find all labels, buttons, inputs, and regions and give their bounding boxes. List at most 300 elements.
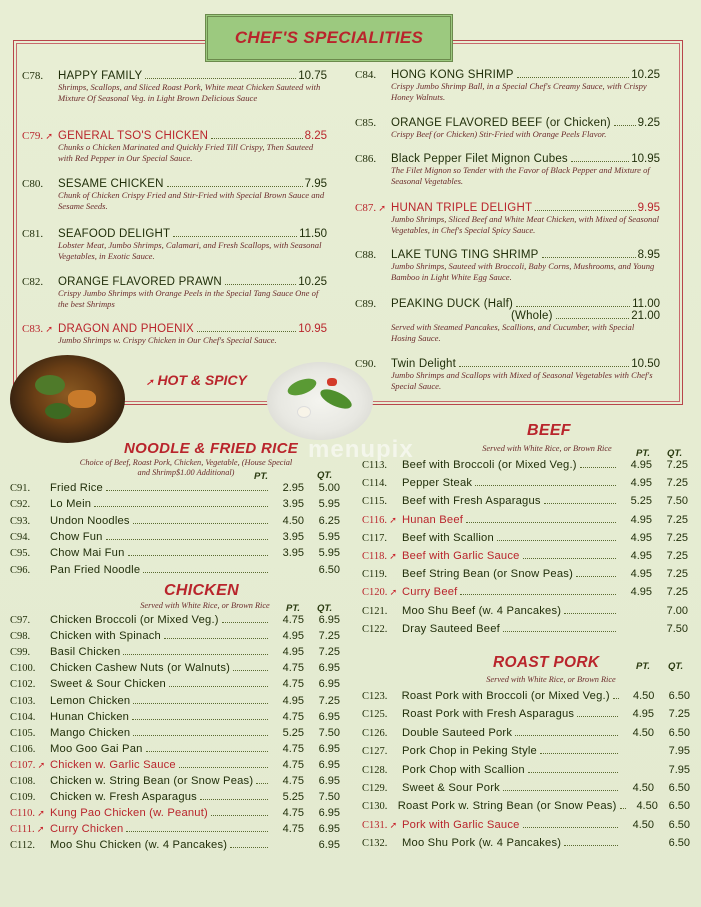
chili-icon: ➚ [35, 808, 45, 819]
item-name: SESAME CHICKEN [58, 178, 164, 190]
specialty-item [22, 178, 327, 211]
item-price: 10.25 [298, 276, 327, 288]
item-description: Jumbo Shrimps, Sauteed with Broccoli, Baby Corns, Mushrooms, and Young Bamboo in Light White Egg Sauce. [391, 261, 655, 282]
item-code: C129. [362, 783, 388, 794]
menu-item-row [362, 800, 690, 816]
dot-leader [571, 161, 629, 162]
item-code: C131. ➚ [362, 819, 398, 831]
chicken-section-title: CHICKEN [164, 582, 239, 599]
item-price-qt: 5.00 [318, 482, 340, 494]
item-price-qt: 6.50 [318, 563, 340, 576]
item-price-qt: 6.25 [318, 514, 340, 527]
item-name: Moo Shu Chicken (w. 4 Pancakes) [50, 839, 228, 852]
item-name: Lemon Chicken [50, 694, 131, 707]
item-price-qt: 7.25 [318, 630, 340, 643]
menu-item-row [10, 823, 340, 839]
item-price: 7.95 [304, 178, 327, 190]
chicken-section-subtitle: Served with White Rice, or Brown Rice [140, 601, 270, 610]
specialty-item [355, 358, 660, 391]
chili-icon: ➚ [146, 377, 154, 387]
item-price-pt: 4.50 [632, 782, 654, 794]
item-price-pt: 4.95 [630, 513, 652, 526]
item-price-pt: 4.95 [630, 550, 652, 562]
menu-item [10, 743, 340, 759]
item-price-qt: 7.25 [666, 586, 688, 599]
menu-item [362, 727, 690, 743]
menu-item [362, 514, 688, 530]
item-description: Chunk of Chicken Crispy Fried and Stir-Fried with Special Brown Sauce and Sesame Seeds. [58, 190, 325, 211]
menu-item [362, 708, 690, 724]
menu-item-row [362, 495, 688, 511]
dot-leader [146, 751, 268, 752]
item-price-qt: 7.50 [666, 495, 688, 508]
item-name: HONG KONG SHRIMP [391, 69, 514, 81]
menu-item-row [10, 727, 340, 743]
item-price-qt: 7.50 [666, 622, 688, 635]
specialty-item [22, 70, 327, 103]
item-code: C89. [355, 298, 377, 310]
item-code: C93. [10, 515, 31, 527]
item-code: C108. [10, 776, 36, 787]
item-price-pt: 4.95 [630, 568, 652, 581]
dot-leader [200, 799, 268, 800]
specialty-item [22, 228, 327, 261]
item-price-qt: 6.95 [318, 758, 340, 771]
item-name: Pepper Steak [402, 477, 473, 490]
item-name: Double Sauteed Pork [402, 726, 513, 739]
item-code: C105. [10, 727, 36, 739]
item-price-pt: 4.75 [282, 710, 304, 723]
item-price: 11.00 [632, 298, 660, 310]
item-price-qt: 7.50 [318, 791, 340, 804]
item-price-qt: 6.95 [318, 662, 340, 675]
item-name: Moo Shu Pork (w. 4 Pancakes) [402, 837, 562, 850]
dot-leader [620, 808, 626, 809]
menu-item-row [10, 614, 340, 630]
item-name: Chicken w. String Bean (or Snow Peas) [50, 775, 254, 787]
dot-leader [169, 686, 268, 687]
watermark: menupix [308, 436, 414, 463]
item-code: C114. [362, 478, 387, 490]
menu-item-row [362, 837, 690, 853]
item-name: Hunan Chicken [50, 710, 130, 723]
menu-item-row [362, 586, 688, 602]
menu-item-row [10, 759, 340, 775]
menu-item-row [362, 477, 688, 493]
item-name: Chicken w. Garlic Sauce [50, 758, 176, 771]
roast-pork-pt-header: PT. [636, 661, 651, 672]
item-name: Curry Chicken [50, 823, 124, 836]
dot-leader [106, 539, 268, 540]
item-price-qt: 6.50 [668, 818, 690, 831]
menu-item-row [362, 514, 688, 530]
item-price-pt: 4.50 [632, 690, 655, 702]
menu-item [10, 515, 340, 531]
menu-item-row [362, 690, 690, 706]
item-name: Roast Pork w. String Bean (or Snow Peas) [397, 800, 617, 813]
item-price-qt: 7.95 [668, 763, 690, 776]
item-name: Dray Sauteed Beef [402, 622, 500, 635]
menu-item [10, 727, 340, 743]
menu-item-row [362, 532, 688, 548]
menu-item-row [10, 498, 340, 514]
item-name: LAKE TUNG TING SHRIMP [391, 249, 539, 261]
item-name: Beef with Scallion [402, 531, 494, 544]
specialty-row [355, 298, 660, 310]
item-code: C92. [10, 499, 31, 511]
item-description: Jumbo Shrimps, Sliced Beef and White Meat Chicken, with Mixed of Seasonal Vegetables, in Chef's Special Spicy Sauce. [391, 214, 660, 235]
menu-item [10, 614, 340, 630]
item-name: Chow Fun [50, 530, 103, 543]
item-price-pt: 4.50 [282, 514, 304, 527]
dot-leader [211, 138, 302, 139]
item-name: Pan Fried Noodle [50, 563, 141, 576]
item-price-qt: 7.25 [666, 459, 688, 471]
dot-leader [126, 831, 268, 832]
item-price-qt: 7.25 [318, 694, 340, 707]
menu-item-row [10, 775, 340, 791]
menu-item [10, 759, 340, 775]
item-price: 10.95 [631, 153, 660, 165]
item-code: C109. [10, 792, 36, 804]
item-name-whole: (Whole) [511, 310, 553, 322]
item-name: Black Pepper Filet Mignon Cubes [391, 153, 568, 165]
item-name: Curry Beef [402, 586, 458, 599]
dot-leader [577, 716, 618, 717]
chili-icon: ➚ [35, 759, 46, 770]
specialty-row-whole [355, 310, 660, 322]
item-code: C84. [355, 69, 377, 81]
dot-leader [503, 790, 618, 791]
item-code: C130. [362, 801, 388, 813]
roast-pork-section-title: ROAST PORK [493, 654, 600, 671]
menu-item-row [362, 623, 688, 639]
item-code: C91. [10, 483, 31, 494]
item-code: C96. [10, 564, 31, 576]
item-code: C85. [355, 117, 377, 129]
menu-item-row [362, 782, 690, 798]
item-price-qt: 6.95 [318, 823, 340, 836]
menu-item [10, 791, 340, 807]
menu-item [362, 477, 688, 493]
dot-leader [544, 503, 616, 504]
item-description: Lobster Meat, Jumbo Shrimps, Calamari, and Fresh Scallops, with Seasonal Vegetables, in Exotic Sauce. [58, 240, 322, 261]
item-price-pt: 5.25 [630, 495, 652, 508]
item-code: C120. ➚ [362, 587, 398, 599]
dot-leader [133, 735, 268, 736]
chili-icon: ➚ [43, 131, 53, 141]
item-code: C88. [355, 249, 377, 261]
item-price-qt: 6.95 [318, 775, 340, 787]
dot-leader [516, 306, 630, 307]
item-code: C79. ➚ [22, 130, 53, 142]
dot-leader [145, 78, 296, 79]
dot-leader [580, 467, 616, 468]
item-description: Crispy Jumbo Shrimps with Orange Peels in the Special Tang Sauce One of the best Shrimps [58, 288, 319, 309]
menu-item-row [10, 630, 340, 646]
item-code: C110. ➚ [10, 808, 45, 820]
menu-item [362, 745, 690, 761]
item-description: The Filet Mignon so Tender with the Favor of Black Pepper and Mixture of Seasonal Vegetables. [391, 165, 650, 186]
item-code: C106. [10, 743, 36, 755]
item-code: C111. ➚ [10, 824, 45, 836]
item-code: C78. [22, 70, 44, 82]
item-name: Lo Mein [50, 498, 92, 511]
item-code: C127. [362, 746, 388, 758]
item-price-qt: 6.95 [318, 807, 340, 820]
item-price-pt: 5.25 [282, 791, 304, 804]
dot-leader [94, 506, 268, 507]
item-name: Chow Mai Fun [50, 547, 125, 560]
menu-item [362, 586, 688, 602]
item-price-pt: 3.95 [282, 547, 304, 560]
item-description: Jumbo Shrimps and Scallops with Mixed of Seasonal Vegetables with Chef's Special Sauce. [391, 370, 653, 391]
item-name: Pork Chop with Scallion [402, 763, 525, 776]
item-code: C107. ➚ [10, 759, 46, 771]
item-name: Beef with Garlic Sauce [402, 550, 520, 562]
specialty-row [22, 70, 327, 82]
menu-item [10, 807, 340, 823]
spicy-dish-photo [10, 355, 125, 443]
item-price-qt: 6.50 [668, 837, 690, 850]
specialty-item [355, 117, 660, 140]
dot-leader [460, 594, 616, 595]
item-name: Sweet & Sour Pork [402, 782, 500, 794]
item-code: C116. ➚ [362, 514, 397, 526]
item-price-pt: 4.50 [632, 818, 654, 831]
dot-leader [523, 827, 618, 828]
noodle-qt-header: QT. [317, 470, 333, 481]
item-price: 9.95 [637, 202, 660, 214]
dot-leader [459, 366, 629, 367]
hot-spicy-legend [146, 372, 247, 388]
menu-item [362, 532, 688, 548]
item-code: C126. [362, 727, 388, 739]
item-price-pt: 4.75 [282, 614, 304, 626]
specialty-item [22, 276, 327, 309]
item-code: C95. [10, 548, 31, 560]
item-price-pt: 4.75 [282, 775, 304, 787]
item-name: Chicken Broccoli (or Mixed Veg.) [50, 614, 219, 626]
item-name: Beef String Bean (or Snow Peas) [402, 568, 573, 581]
specialty-row [355, 202, 660, 214]
dot-leader [222, 622, 268, 623]
dot-leader [576, 576, 616, 577]
menu-item [10, 547, 340, 563]
item-price-qt: 7.25 [666, 531, 688, 544]
item-name: Kung Pao Chicken (w. Peanut) [50, 807, 208, 820]
menu-item [10, 531, 340, 547]
menu-item-row [10, 743, 340, 759]
chicken-qt-header: QT. [317, 603, 333, 614]
item-code: C94. [10, 531, 31, 543]
item-description: Crispy Jumbo Shrimp Ball, in a Special Chef's Creamy Sauce, with Crispy Honey Walnuts. [391, 81, 647, 102]
menu-item-row [362, 764, 690, 780]
item-price-pt: 4.75 [282, 758, 304, 771]
item-price-pt: 2.95 [282, 482, 304, 494]
item-code: C118. ➚ [362, 551, 397, 562]
item-description: Crispy Beef (or Chicken) Stir-Fried with Orange Peels Flavor. [391, 129, 607, 139]
specialty-item [355, 153, 660, 186]
item-name: Moo Goo Gai Pan [50, 742, 143, 755]
menu-item [10, 564, 340, 580]
menu-item-row [10, 711, 340, 727]
menu-item [10, 678, 340, 694]
item-code: C102. [10, 679, 36, 691]
menu-item [362, 819, 690, 835]
specialty-item [355, 202, 660, 235]
dot-leader [211, 815, 268, 816]
item-name: Hunan Beef [402, 513, 464, 526]
item-price-pt: 4.95 [282, 646, 304, 659]
item-code: C117. [362, 532, 387, 544]
item-price-pt: 4.75 [282, 807, 304, 820]
dot-leader [564, 613, 616, 614]
item-code: C98. [10, 631, 31, 643]
menu-item-row [10, 662, 340, 678]
specialty-item [355, 249, 660, 282]
item-price-qt: 6.50 [668, 726, 690, 739]
menu-item [362, 623, 688, 639]
item-price-qt: 6.95 [318, 710, 340, 723]
specialty-row [22, 178, 327, 190]
menu-item [362, 800, 690, 816]
item-code: C80. [22, 178, 44, 190]
dot-leader [256, 783, 268, 784]
chili-icon: ➚ [43, 324, 53, 334]
item-code: C83. ➚ [22, 323, 53, 335]
item-price: 11.50 [299, 228, 327, 240]
item-description: Shrimps, Scallops, and Sliced Roast Pork, White meat Chicken Sauteed with Mixture Of Seasonal Veg. in Light Brown Delicious Sauce [58, 82, 321, 103]
specialties-banner [205, 14, 453, 62]
item-price-pt: 4.95 [282, 694, 304, 707]
menu-item [362, 764, 690, 780]
item-price-qt: 7.00 [666, 604, 688, 617]
dot-leader [515, 735, 618, 736]
item-price-pt: 4.75 [282, 823, 304, 836]
shrimp-dish-photo [267, 362, 373, 440]
menu-item-row [10, 547, 340, 563]
dot-leader [123, 654, 268, 655]
item-price-qt: 6.50 [668, 690, 690, 702]
dot-leader [535, 210, 635, 211]
item-name: Pork Chop in Peking Style [402, 745, 537, 758]
menu-item-row [10, 531, 340, 547]
noodle-section-title: NOODLE & FRIED RICE [124, 440, 299, 457]
hot-spicy-label: HOT & SPICY [157, 372, 247, 388]
item-description: Chunks o Chicken Marinated and Quickly Fried Till Crispy, Then Sauteed with Red Pepper in Our Special Sauce. [58, 142, 314, 163]
roast-pork-section-subtitle: Served with White Rice, or Brown Rice [486, 675, 616, 684]
item-price: 10.75 [298, 70, 327, 82]
item-code: C86. [355, 153, 377, 165]
menu-item [362, 837, 690, 853]
item-description: Jumbo Shrimps w. Crispy Chicken in Our Chef's Special Sauce. [58, 335, 277, 345]
dot-leader [517, 77, 630, 78]
item-price-pt: 3.95 [282, 498, 304, 511]
menu-item-row [362, 745, 690, 761]
menu-item [10, 823, 340, 839]
item-code: C81. [22, 228, 44, 240]
dot-leader [197, 331, 296, 332]
item-code: C128. [362, 764, 388, 776]
dot-leader [179, 767, 268, 768]
item-code: C119. [362, 569, 387, 581]
menu-item [10, 711, 340, 727]
menu-item-row [10, 807, 340, 823]
item-name: Undon Noodles [50, 514, 130, 527]
item-name: Twin Delight [391, 358, 457, 370]
roast-pork-qt-header: QT. [668, 661, 684, 672]
item-price-whole: 21.00 [631, 310, 660, 322]
item-code: C87. ➚ [355, 202, 386, 214]
item-price-qt: 7.25 [666, 477, 688, 490]
dot-leader [128, 555, 268, 556]
menu-item-row [10, 646, 340, 662]
item-price-qt: 6.95 [318, 614, 340, 626]
item-code: C103. [10, 695, 36, 707]
item-name: Chicken w. Fresh Asparagus [50, 791, 197, 804]
item-price-qt: 5.95 [318, 498, 340, 511]
item-code: C99. [10, 647, 31, 659]
dot-leader [542, 257, 636, 258]
menu-item [10, 695, 340, 711]
menu-item [10, 662, 340, 678]
chicken-pt-header: PT. [286, 603, 301, 614]
item-name: Basil Chicken [50, 646, 121, 659]
menu-item [362, 782, 690, 798]
menu-item-row [10, 695, 340, 711]
chili-icon: ➚ [387, 819, 398, 830]
item-price: 10.50 [631, 358, 660, 370]
item-price-qt: 7.25 [668, 708, 690, 721]
specialty-row [22, 323, 327, 335]
item-price-qt: 7.25 [318, 646, 340, 659]
item-name: Sweet & Sour Chicken [50, 678, 166, 691]
dot-leader [523, 558, 616, 559]
item-name: DRAGON AND PHOENIX [58, 323, 194, 335]
item-price-pt: 5.25 [282, 726, 304, 739]
item-price-qt: 5.95 [318, 530, 340, 543]
item-price-qt: 6.95 [318, 678, 340, 691]
menu-item-row [362, 568, 688, 584]
item-code: C100. [10, 663, 36, 675]
item-code: C123. [362, 691, 388, 702]
chili-icon: ➚ [387, 551, 397, 561]
dot-leader [613, 698, 619, 699]
item-price-qt: 6.50 [668, 782, 690, 794]
item-name: ORANGE FLAVORED BEEF (or Chicken) [391, 117, 611, 129]
menu-item [362, 568, 688, 584]
item-price-pt: 4.95 [630, 477, 652, 490]
item-name: PEAKING DUCK (Half) [391, 298, 514, 310]
item-price-qt: 7.95 [668, 745, 690, 758]
item-price-pt: 4.95 [282, 630, 304, 643]
menu-item-row [10, 791, 340, 807]
item-price-pt: 4.95 [630, 586, 652, 599]
menu-item-row [10, 678, 340, 694]
item-name: Beef with Fresh Asparagus [402, 495, 541, 508]
menu-item [10, 630, 340, 646]
menu-item [362, 495, 688, 511]
item-name: Chicken Cashew Nuts (or Walnuts) [50, 662, 231, 675]
specialty-row [22, 130, 327, 142]
dot-leader [540, 753, 618, 754]
item-name: Moo Shu Beef (w. 4 Pancakes) [402, 604, 562, 617]
menu-item-row [10, 839, 340, 855]
specialties-title: CHEF'S SPECIALITIES [234, 28, 424, 47]
dot-leader [133, 703, 268, 704]
item-name: Fried Rice [50, 482, 103, 494]
